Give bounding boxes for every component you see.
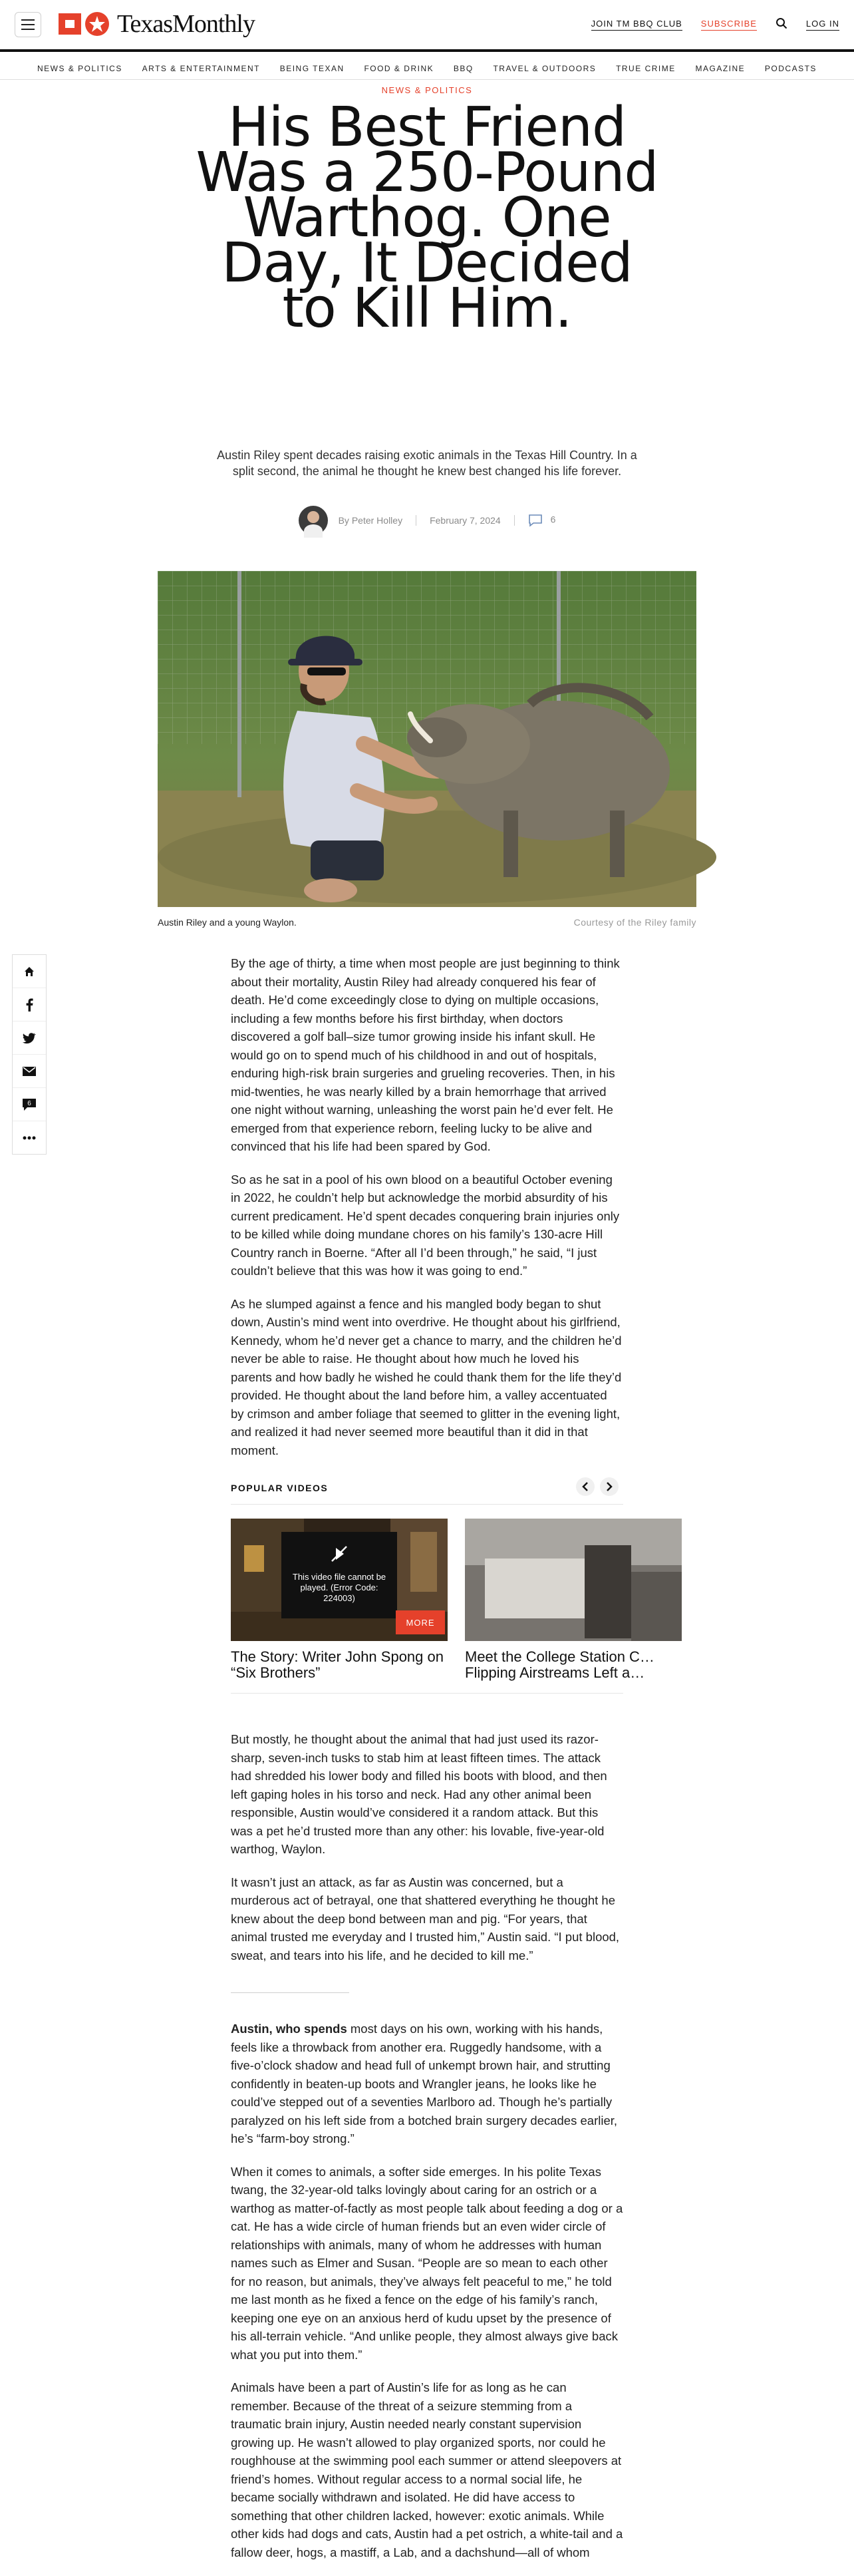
- nav-item-travel-outdoors[interactable]: TRAVEL & OUTDOORS: [493, 63, 597, 73]
- body-paragraph: Animals have been a part of Austin’s life for as long as he can remember. Because of the threat of a seizure stemming from a traumatic brain injury, Austin needed nearly constant supervision growing up. He wasn’t allowed to play organized sports, nor could he roughhouse at the swimming pool each summer or attend sleepovers at friend’s homes. Without regular access to a normal social life, he became socially withdrawn and isolated. He did have access to something that other children lacked, however: exotic animals. While other kids had dogs and cats, Austin had a pet ostrich, a white-tail and a fallow deer, hogs, a mastiff, a Lab, and a dachshund—all of whom: [231, 2380, 623, 2559]
- comment-count: 6: [550, 514, 556, 525]
- video-card[interactable]: [465, 1519, 682, 1681]
- article-body-section-1: [231, 954, 623, 1474]
- byline: [0, 506, 854, 535]
- nav-item-being-texan[interactable]: BEING TEXAN: [279, 63, 345, 73]
- home-button[interactable]: [13, 955, 46, 988]
- login-link[interactable]: LOG IN: [806, 19, 839, 31]
- video-thumbnail[interactable]: [231, 1519, 448, 1641]
- article-dek: Austin Riley spent decades raising exotic animals in the Texas Hill Country. In a split second, the animal he thought he knew best changed his life forever.: [217, 449, 637, 478]
- video-prev-button[interactable]: [576, 1477, 595, 1496]
- article-headline: His Best Friend Was a 250-Pound Warthog. One Day, It Decided to Kill Him.: [196, 96, 658, 340]
- video-error-overlay: [281, 1532, 397, 1618]
- email-icon: [23, 1067, 36, 1076]
- search-icon[interactable]: [776, 17, 787, 31]
- video-title[interactable]: The Story: Writer John Spong on “Six Brothers”: [231, 1648, 444, 1681]
- popular-videos-heading: POPULAR VIDEOS: [231, 1483, 329, 1493]
- body-paragraph: By the age of thirty, a time when most people are just beginning to think about their mortality, Austin Riley had already conquered his fear of death. He’d come exceedingly close to dying on multiple occasions, including a few months before his first birthday, when doctors discovered a golf ball–size tumor growing inside his infant skull. He would go on to spend much of his childhood in and out of hospitals, enduring high-risk brain surgeries and grueling recoveries. Then, in his mid-twenties, he was nearly killed by a brain hemorrhage that arrived one night without warning, unleashing the worst pain he’d ever felt. He emerged from that experience reborn, feeling lucky to be alive and convinced that his life had been spared by God.: [231, 956, 620, 1153]
- nav-item-news-politics[interactable]: NEWS & POLITICS: [37, 63, 122, 73]
- body-paragraph: But mostly, he thought about the animal that had just used its razor-sharp, seven-inch tusks to stab him at least fifteen times. The attack had shredded his lower body and filled his boots with blood, and then left gaping holes in his torso and neck. Had any other animal been responsible, Austin would’ve considered it a random attack. But this was a pet he’d trusted more than any other: his lovable, five-year-old warthog, Waylon.: [231, 1732, 607, 1856]
- logo-mark: [59, 11, 110, 37]
- nav-item-true-crime[interactable]: TRUE CRIME: [616, 63, 676, 73]
- header-links: [591, 17, 839, 31]
- chevron-right-icon: [606, 1482, 613, 1491]
- more-share-button[interactable]: [13, 1121, 46, 1154]
- video-next-button[interactable]: [600, 1477, 619, 1496]
- body-paragraph: So as he sat in a pool of his own blood on a beautiful October evening in 2022, he couldn’t help but acknowledge the morbid absurdity of his current predicament. He’d spent decades conquering brain injuries only to be killed while doing mundane chores on his family’s 130-acre Hill Country ranch in Boerne. “After all I’d been through,” he said, “I just couldn’t believe that this was how it was going to end.”: [231, 1172, 620, 1278]
- nav-item-arts-entertainment[interactable]: ARTS & ENTERTAINMENT: [142, 63, 260, 73]
- more-videos-button[interactable]: MORE: [396, 1610, 445, 1634]
- publish-date: February 7, 2024: [430, 515, 501, 526]
- byline-divider: [514, 515, 515, 526]
- photo-credit: Courtesy of the Riley family: [573, 917, 696, 928]
- svg-text:6: 6: [27, 1099, 31, 1107]
- facebook-share-button[interactable]: [13, 988, 46, 1021]
- hamburger-icon: [21, 19, 35, 21]
- article-kicker[interactable]: NEWS & POLITICS: [381, 85, 473, 95]
- comment-count-icon: [22, 1098, 37, 1111]
- video-carousel: [231, 1519, 654, 1705]
- video-carousel-controls: [576, 1477, 619, 1496]
- nav-item-magazine[interactable]: MAGAZINE: [695, 63, 746, 73]
- comments-link[interactable]: [528, 514, 556, 527]
- more-icon: [23, 1136, 36, 1140]
- site-logo[interactable]: [59, 9, 255, 39]
- facebook-icon: [25, 998, 33, 1012]
- caption-text: Austin Riley and a young Waylon.: [158, 917, 297, 928]
- logo-text: TexasMonthly: [117, 10, 255, 38]
- twitter-share-button[interactable]: [13, 1021, 46, 1055]
- share-sidebar: [12, 954, 47, 1155]
- site-header: [0, 0, 854, 52]
- body-paragraph: As he slumped against a fence and his mangled body began to shut down, Austin’s mind went into overdrive. He thought about his girlfriend, Kennedy, whom he’d never get a chance to marry, and the children he’d never be able to raise. He thought about how much he loved his parents and how badly he wished he could thank them for the life they’d provided. He thought about the land before him, a valley accentuated by crimson and amber foliage that seemed to glitter in the evening light, and realized it had never seemed more beautiful than it did in that moment.: [231, 1296, 622, 1457]
- category-nav: [0, 57, 854, 80]
- join-bbq-club-link[interactable]: JOIN TM BBQ CLUB: [591, 19, 682, 31]
- nav-item-podcasts[interactable]: PODCASTS: [764, 63, 817, 73]
- comments-button[interactable]: [13, 1088, 46, 1121]
- author-avatar[interactable]: [299, 506, 328, 535]
- video-off-icon: [329, 1544, 349, 1564]
- article-body-section-2: [231, 1730, 623, 1979]
- divider: [231, 1693, 623, 1694]
- body-paragraph: When it comes to animals, a softer side emerges. In his polite Texas twang, the 32-year-old talks lovingly about caring for an ostrich or a warthog as matter-of-factly as most people talk about feeding a dog or a cat. He has a wide circle of human friends but an even wider circle of relationships with animals, many of whom he addresses with human names such as Elmer and Susan. “People are so mean to each other for no reason, but animals, they’ve always felt peaceful to me,” he told me last month as he fixed a fence on the edge of his family’s ranch, keeping one eye on an anxious herd of kudu upset by the presence of his all-terrain vehicle. “And unlike people, they almost always give back what you put into them.”: [231, 2164, 623, 2362]
- hero-image: [158, 571, 696, 907]
- chevron-left-icon: [582, 1482, 589, 1491]
- author-name[interactable]: By Peter Holley: [338, 515, 403, 526]
- section-lead: Austin, who spends: [231, 2022, 347, 2036]
- subscribe-link[interactable]: SUBSCRIBE: [701, 19, 757, 31]
- twitter-icon: [23, 1032, 36, 1044]
- video-title[interactable]: Meet the College Station C… Flipping Airstreams Left a…: [465, 1648, 654, 1681]
- hero-caption: [158, 917, 696, 928]
- email-share-button[interactable]: [13, 1055, 46, 1088]
- section-lead-rest: most days on his own, working with his hands, feels like a throwback from another era. Ruggedly handsome, with a five-o’clock shadow and head full of unkempt brown hair, and strutting confidently in beaten-up boots and Wrangler jeans, he looks like he could’ve stepped out of a seventies Marlboro ad. Though he’s partially paralyzed on his left side from a botched brain surgery decades earlier, he’s “farm-boy strong.”: [231, 2022, 618, 2145]
- section-divider: [231, 1992, 349, 1993]
- menu-button[interactable]: [15, 12, 41, 37]
- body-paragraph: It wasn’t just an attack, as far as Austin was concerned, but a murderous act of betrayal, one that shattered everything he thought he knew about the deep bond between man and pig. “For years, that animal trusted me everyday and I trusted him,” Austin said. “I put blood, sweat, and tears into his life, and he decided to kill me.”: [231, 1875, 620, 1962]
- nav-item-bbq[interactable]: BBQ: [453, 63, 474, 73]
- article-body-section-3: [231, 2020, 623, 2576]
- nav-item-food-drink[interactable]: FOOD & DRINK: [364, 63, 434, 73]
- video-error-text: This video file cannot be played. (Error Code: 224003): [292, 1572, 386, 1603]
- divider: [231, 1504, 623, 1505]
- home-icon: [23, 966, 35, 978]
- video-thumbnail[interactable]: [465, 1519, 682, 1641]
- body-paragraph: [231, 2020, 623, 2148]
- video-card[interactable]: [231, 1519, 448, 1681]
- comment-icon: [528, 514, 543, 527]
